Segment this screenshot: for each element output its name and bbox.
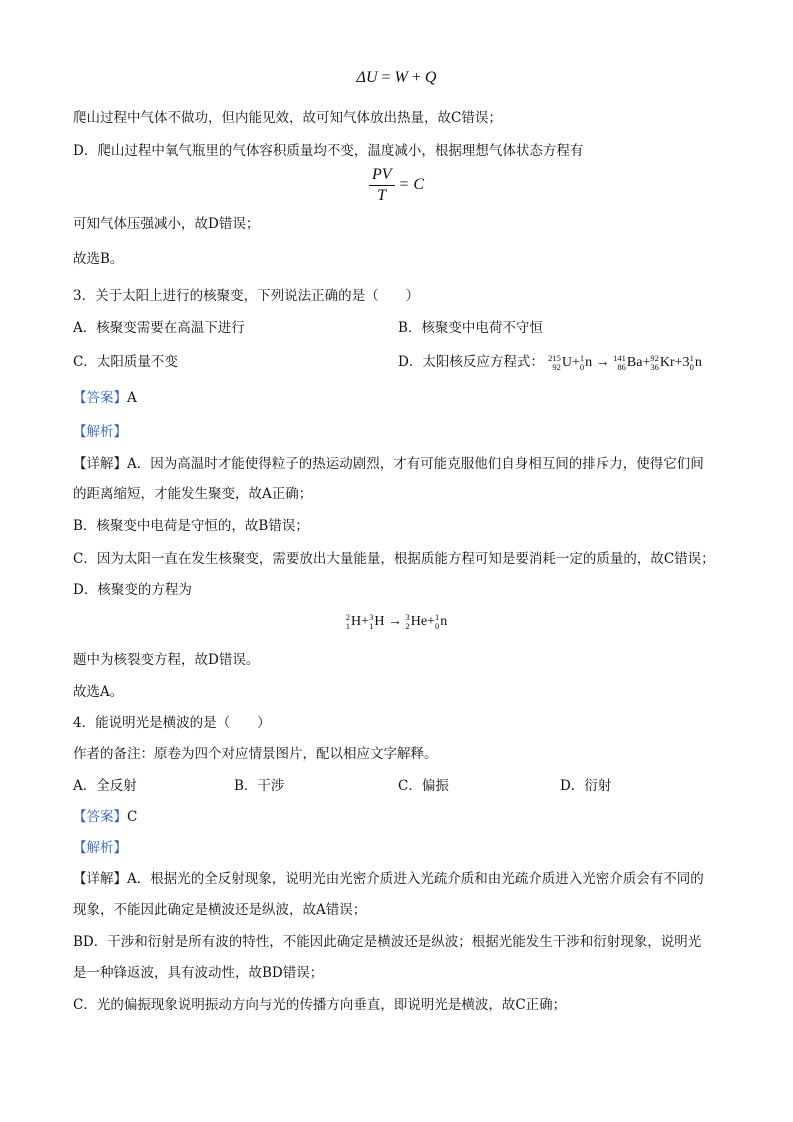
eq-equals: =: [381, 69, 391, 86]
eq-plus: +: [411, 69, 421, 86]
q4-option-b: B．干涉: [234, 778, 285, 794]
gas-law-equation: [0, 165, 793, 206]
detail-text: A．根据光的全反射现象，说明光由光密介质进入光疏介质和由光疏介质进入光密介质会有不同的: [127, 871, 704, 887]
atomic-number: 0: [689, 361, 694, 372]
q3-detail-line: B．核聚变中电荷是守恒的，故B错误；: [73, 518, 309, 534]
atomic-number: 92: [552, 361, 561, 372]
plus-sign: +: [361, 614, 370, 629]
q4-detail-line: BD．干涉和衍射是所有波的特性，不能因此确定是横波还是纵波；根据光能发生干涉和衍射现象，说明光: [73, 934, 702, 950]
eq-q: Q: [424, 69, 437, 86]
fraction-numerator: PV: [369, 165, 395, 186]
q3-option-d: [398, 352, 702, 373]
text-line: 爬山过程中气体不做功，但内能见效，故可知气体放出热量，故C错误；: [73, 110, 502, 126]
plus-sign: +: [427, 614, 435, 629]
q4-option-d: D．衍射: [560, 778, 612, 794]
atomic-number: 1: [369, 620, 374, 631]
answer-tag: 【答案】: [73, 390, 127, 406]
q3-analysis-tag: 【解析】: [73, 424, 127, 440]
answer-value: C: [127, 809, 138, 825]
nuclide-symbol: H: [351, 614, 362, 629]
q4-detail-line: 现象，不能因此确定是横波还是纵波，故A错误；: [73, 902, 367, 918]
atomic-number: 36: [650, 361, 659, 372]
q3-detail-line: [73, 454, 704, 474]
mass-number: 2: [345, 611, 351, 622]
q3-answer: [73, 388, 137, 408]
nuclide-symbol: n: [440, 614, 448, 629]
text-line: D．爬山过程中氧气瓶里的气体容积质量均不变，温度减小，根据理想气体状态方程有: [73, 143, 584, 159]
eq-w: W: [394, 69, 408, 86]
mass-number: 1: [579, 352, 585, 363]
fusion-equation: [0, 612, 793, 632]
first-law-equation: [0, 68, 793, 88]
q3-detail-line: D．核聚变的方程为: [73, 582, 192, 598]
atomic-number: 0: [434, 620, 440, 631]
q3-option-b: B．核聚变中电荷不守恒: [398, 320, 543, 336]
nuclide-symbol: H: [374, 614, 385, 629]
mass-number: 3: [369, 611, 374, 622]
text-line: 可知气体压强减小，故D错误；: [73, 216, 260, 232]
q4-option-a: A．全反射: [73, 778, 137, 794]
detail-tag: 【详解】: [73, 871, 127, 887]
q3-detail-line: 题中为核裂变方程，故D错误。: [73, 652, 260, 668]
plus-coefficient: +3: [674, 355, 690, 370]
q4-answer: [73, 807, 137, 827]
eq-lhs: ΔU: [356, 69, 378, 86]
atomic-number: 1: [345, 620, 351, 631]
q4-option-c: C．偏振: [398, 778, 449, 794]
q3-option-d-label: D．太阳核反应方程式：: [398, 354, 544, 370]
detail-tag: 【详解】: [73, 456, 127, 472]
q4-detail-line: C．光的偏振现象说明振动方向与光的传播方向垂直，即说明光是横波，故C正确；: [73, 997, 567, 1013]
atomic-number: 86: [617, 361, 626, 372]
nuclide-symbol: U: [561, 355, 572, 370]
nuclide-symbol: Ba: [626, 355, 643, 370]
mass-number: 1: [689, 352, 694, 363]
q4-analysis-tag: 【解析】: [73, 840, 127, 856]
answer-tag: 【答案】: [73, 809, 127, 825]
mass-number: 92: [650, 352, 659, 363]
mass-number: 1: [434, 611, 440, 622]
mass-number: 3: [405, 611, 410, 622]
mass-number: 215: [548, 352, 561, 363]
q3-option-c: C．太阳质量不变: [73, 354, 178, 370]
nuclide-symbol: n: [585, 355, 593, 370]
plus-sign: +: [642, 355, 651, 370]
reaction-arrow: →: [387, 614, 402, 629]
q3-option-d-equation: [548, 352, 702, 372]
q3-detail-line: C．因为太阳一直在发生核聚变，需要放出大量能量，根据质能方程可知是要消耗一定的质量的，故C错误；: [73, 551, 715, 567]
atomic-number: 2: [405, 620, 410, 631]
mass-number: 141: [613, 352, 626, 363]
atomic-number: 0: [579, 361, 585, 372]
q4-detail-line: 是一种锋返波，具有波动性，故BD错误；: [73, 965, 324, 981]
question-3-stem: 3．关于太阳上进行的核聚变，下列说法正确的是（ ）: [73, 288, 420, 304]
gas-rhs: = C: [398, 176, 424, 194]
q3-detail-line: 故选A。: [73, 684, 124, 700]
reaction-arrow: →: [595, 355, 610, 370]
q3-option-a: A．核聚变需要在高温下进行: [73, 320, 245, 336]
q4-detail-line: [73, 869, 704, 889]
plus-sign: +: [572, 355, 580, 370]
gas-fraction: [369, 165, 395, 206]
question-4-stem: 4．能说明光是横波的是（ ）: [73, 715, 271, 731]
nuclide-symbol: He: [410, 614, 428, 629]
detail-text: A．因为高温时才能使得粒子的热运动剧烈，才有可能克服他们自身相互间的排斥力，使得它们间: [127, 456, 704, 472]
fraction-denominator: T: [377, 187, 387, 204]
q3-detail-line: 的距离缩短，才能发生聚变，故A正确；: [73, 486, 313, 502]
nuclide-symbol: Kr: [659, 355, 675, 370]
q4-note: 作者的备注：原卷为四个对应情景图片，配以相应文字解释。: [73, 746, 438, 762]
nuclide-symbol: n: [694, 355, 702, 370]
answer-value: A: [127, 390, 137, 406]
text-line: 故选B。: [73, 251, 124, 267]
